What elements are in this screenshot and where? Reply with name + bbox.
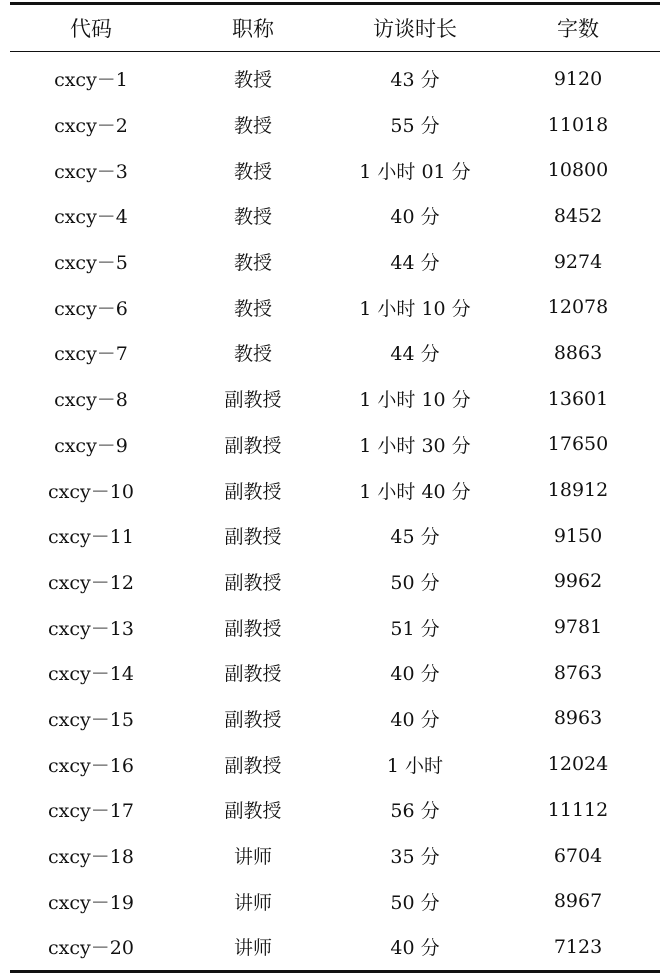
cell-title: 副教授 (224, 480, 282, 503)
cell-word-count: 12024 (547, 753, 609, 776)
table-row (10, 878, 660, 924)
cell-duration: 44 分 (390, 343, 440, 366)
cell-title: 副教授 (224, 389, 282, 412)
cell-code: cxcy－14 (48, 663, 134, 686)
cell-title: 副教授 (224, 800, 282, 823)
cell-word-count: 10800 (547, 159, 609, 182)
cell-duration: 50 分 (390, 891, 440, 914)
interview-table (10, 2, 660, 973)
table-row (10, 787, 660, 833)
cell-title: 副教授 (224, 526, 282, 549)
cell-code: cxcy－5 (54, 252, 128, 275)
bottom-rule (10, 970, 660, 973)
table-row (10, 696, 660, 742)
cell-duration: 40 分 (390, 708, 440, 731)
cell-word-count: 6704 (553, 844, 603, 867)
cell-code: cxcy－11 (48, 526, 134, 549)
cell-word-count: 8963 (553, 707, 603, 730)
cell-code: cxcy－2 (54, 115, 128, 138)
cell-word-count: 13601 (547, 387, 609, 410)
cell-title: 教授 (233, 206, 272, 229)
header-duration: 访谈时长 (373, 17, 457, 41)
cell-duration: 43 分 (390, 69, 440, 92)
table-row (10, 559, 660, 605)
cell-title: 讲师 (233, 937, 272, 960)
table-row (10, 56, 660, 102)
cell-code: cxcy－1 (54, 69, 128, 92)
table-row (10, 513, 660, 559)
cell-title: 讲师 (233, 846, 272, 869)
cell-title: 教授 (233, 252, 272, 275)
header-code: 代码 (70, 17, 112, 41)
cell-duration: 35 分 (390, 846, 440, 869)
table-body (10, 56, 660, 970)
cell-word-count: 11112 (547, 798, 609, 821)
table-row (10, 741, 660, 787)
cell-code: cxcy－9 (54, 434, 128, 457)
cell-word-count: 12078 (547, 296, 609, 319)
table-row (10, 284, 660, 330)
cell-code: cxcy－3 (54, 160, 128, 183)
cell-word-count: 7123 (553, 935, 603, 958)
table-row (10, 833, 660, 879)
table-row (10, 376, 660, 422)
cell-duration: 50 分 (390, 571, 440, 594)
cell-code: cxcy－17 (48, 800, 134, 823)
cell-word-count: 9274 (553, 250, 603, 273)
table-row (10, 239, 660, 285)
cell-code: cxcy－13 (48, 617, 134, 640)
cell-title: 副教授 (224, 571, 282, 594)
table-row (10, 604, 660, 650)
cell-duration: 1 小时 (386, 754, 444, 777)
header-title: 职称 (232, 17, 274, 41)
cell-code: cxcy－20 (48, 937, 134, 960)
cell-duration: 45 分 (390, 526, 440, 549)
table-row (10, 650, 660, 696)
table-row (10, 147, 660, 193)
cell-duration: 40 分 (390, 663, 440, 686)
table-row (10, 422, 660, 468)
cell-title: 教授 (233, 69, 272, 92)
cell-word-count: 8763 (553, 661, 603, 684)
cell-title: 副教授 (224, 708, 282, 731)
cell-duration: 1 小时 40 分 (359, 480, 471, 503)
cell-word-count: 9120 (553, 67, 603, 90)
table-row (10, 102, 660, 148)
cell-code: cxcy－8 (54, 389, 128, 412)
cell-code: cxcy－15 (48, 708, 134, 731)
table-row (10, 330, 660, 376)
cell-title: 讲师 (233, 891, 272, 914)
cell-word-count: 8967 (553, 890, 603, 913)
cell-code: cxcy－10 (48, 480, 134, 503)
cell-title: 副教授 (224, 754, 282, 777)
cell-title: 教授 (233, 343, 272, 366)
cell-word-count: 8452 (553, 204, 603, 227)
table-row (10, 467, 660, 513)
table-row (10, 924, 660, 970)
header-word-count: 字数 (557, 17, 599, 41)
cell-duration: 1 小时 10 分 (359, 297, 471, 320)
cell-duration: 55 分 (390, 115, 440, 138)
cell-code: cxcy－7 (54, 343, 128, 366)
cell-code: cxcy－4 (54, 206, 128, 229)
cell-duration: 1 小时 30 分 (359, 434, 471, 457)
cell-code: cxcy－12 (48, 571, 134, 594)
table-header-row (10, 5, 660, 51)
cell-duration: 51 分 (390, 617, 440, 640)
cell-title: 副教授 (224, 434, 282, 457)
cell-duration: 44 分 (390, 252, 440, 275)
cell-code: cxcy－18 (48, 846, 134, 869)
cell-duration: 40 分 (390, 206, 440, 229)
cell-word-count: 11018 (547, 113, 609, 136)
cell-title: 副教授 (224, 663, 282, 686)
cell-code: cxcy－19 (48, 891, 134, 914)
table-row (10, 193, 660, 239)
cell-duration: 40 分 (390, 937, 440, 960)
cell-title: 教授 (233, 115, 272, 138)
cell-word-count: 8863 (553, 341, 603, 364)
cell-word-count: 18912 (547, 479, 609, 502)
cell-word-count: 9962 (553, 570, 603, 593)
cell-duration: 1 小时 10 分 (359, 389, 471, 412)
cell-title: 副教授 (224, 617, 282, 640)
cell-title: 教授 (233, 160, 272, 183)
cell-word-count: 17650 (547, 433, 609, 456)
cell-duration: 1 小时 01 分 (359, 160, 471, 183)
cell-title: 教授 (233, 297, 272, 320)
cell-code: cxcy－16 (48, 754, 134, 777)
cell-word-count: 9781 (553, 616, 603, 639)
cell-code: cxcy－6 (54, 297, 128, 320)
cell-word-count: 9150 (553, 524, 603, 547)
cell-duration: 56 分 (390, 800, 440, 823)
